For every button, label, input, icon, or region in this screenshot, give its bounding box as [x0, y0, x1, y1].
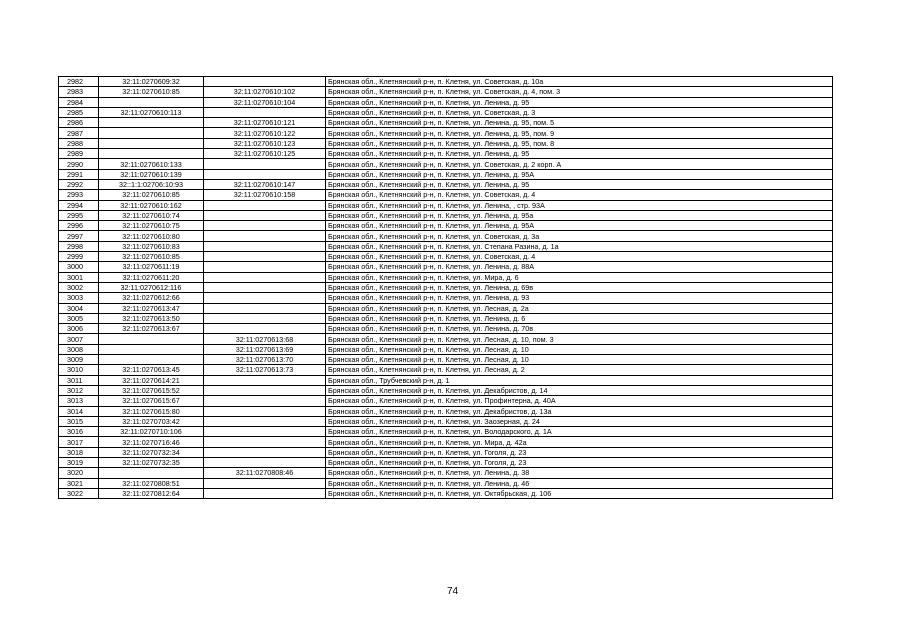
building-cadastral-number-cell: 32:11:0270610:122 — [204, 128, 326, 138]
address-cell: Брянская обл., Клетнянский р-н, п. Клетня, ул. Лесная, д. 10 — [326, 355, 833, 365]
table-row — [59, 416, 833, 426]
building-cadastral-number-cell — [204, 77, 326, 87]
address-cell: Брянская обл., Клетнянский р-н, п. Клетня, ул. Ленина, , стр. 93А — [326, 200, 833, 210]
row-number-cell: 2995 — [59, 210, 99, 220]
row-number-cell: 2982 — [59, 77, 99, 87]
row-number-cell: 3005 — [59, 313, 99, 323]
table-row — [59, 478, 833, 488]
building-cadastral-number-cell — [204, 159, 326, 169]
building-cadastral-number-cell — [204, 385, 326, 395]
address-cell: Брянская обл., Клетнянский р-н, п. Клетня, ул. Советская, д. 3 — [326, 107, 833, 117]
row-number-cell: 2985 — [59, 107, 99, 117]
table-row — [59, 447, 833, 457]
table-row — [59, 375, 833, 385]
cadastral-number-cell — [99, 334, 204, 344]
address-cell: Брянская обл., Клетнянский р-н, п. Клетня, ул. Лесная, д. 2 — [326, 365, 833, 375]
cadastral-number-cell — [99, 468, 204, 478]
table-row — [59, 231, 833, 241]
registry-table-body — [59, 77, 833, 499]
building-cadastral-number-cell — [204, 313, 326, 323]
address-cell: Брянская обл., Клетнянский р-н, п. Клетня, ул. Советская, д. 4 — [326, 252, 833, 262]
cadastral-number-cell — [99, 128, 204, 138]
building-cadastral-number-cell: 32:11:0270613:68 — [204, 334, 326, 344]
row-number-cell: 3001 — [59, 272, 99, 282]
address-cell: Брянская обл., Клетнянский р-н, п. Клетня, ул. Ленина, д. 38 — [326, 468, 833, 478]
table-row — [59, 221, 833, 231]
table-row — [59, 97, 833, 107]
building-cadastral-number-cell — [204, 252, 326, 262]
table-row — [59, 365, 833, 375]
address-cell: Брянская обл., Клетнянский р-н, п. Клетня, ул. Степана Разина, д. 1а — [326, 241, 833, 251]
address-cell: Брянская обл., Трубчевский р-н, д. 1 — [326, 375, 833, 385]
table-row — [59, 468, 833, 478]
row-number-cell: 2992 — [59, 179, 99, 189]
building-cadastral-number-cell — [204, 416, 326, 426]
building-cadastral-number-cell — [204, 272, 326, 282]
table-row — [59, 293, 833, 303]
table-row — [59, 241, 833, 251]
row-number-cell: 3017 — [59, 437, 99, 447]
row-number-cell: 2998 — [59, 241, 99, 251]
building-cadastral-number-cell — [204, 241, 326, 251]
row-number-cell: 3007 — [59, 334, 99, 344]
cadastral-number-cell: 32:11:0270610:139 — [99, 169, 204, 179]
table-row — [59, 128, 833, 138]
cadastral-number-cell: 32:11:0270732:35 — [99, 457, 204, 467]
row-number-cell: 2997 — [59, 231, 99, 241]
table-row — [59, 303, 833, 313]
address-cell: Брянская обл., Клетнянский р-н, п. Клетня, ул. Мира, д. 6 — [326, 272, 833, 282]
table-row — [59, 262, 833, 272]
table-row — [59, 107, 833, 117]
address-cell: Брянская обл., Клетнянский р-н, п. Клетня, ул. Ленина, д. 70в — [326, 324, 833, 334]
address-cell: Брянская обл., Клетнянский р-н, п. Клетня, ул. Ленина, д. 95а — [326, 210, 833, 220]
table-row — [59, 427, 833, 437]
cadastral-number-cell: 32:11:0270610:133 — [99, 159, 204, 169]
address-cell: Брянская обл., Клетнянский р-н, п. Клетня, ул. Ленина, д. 95А — [326, 169, 833, 179]
address-cell: Брянская обл., Клетнянский р-н, п. Клетня, ул. Ленина, д. 95 — [326, 97, 833, 107]
row-number-cell: 2999 — [59, 252, 99, 262]
address-cell: Брянская обл., Клетнянский р-н, п. Клетня, ул. Ленина, д. 69в — [326, 282, 833, 292]
page-number: 74 — [446, 586, 459, 597]
row-number-cell: 3016 — [59, 427, 99, 437]
address-cell: Брянская обл., Клетнянский р-н, п. Клетня, ул. Октябрьская, д. 106 — [326, 488, 833, 498]
row-number-cell: 2996 — [59, 221, 99, 231]
table-row — [59, 355, 833, 365]
cadastral-number-cell: 32:11:0270613:45 — [99, 365, 204, 375]
row-number-cell: 3011 — [59, 375, 99, 385]
address-cell: Брянская обл., Клетнянский р-н, п. Клетня, ул. Советская, д. 3а — [326, 231, 833, 241]
row-number-cell: 2988 — [59, 138, 99, 148]
address-cell: Брянская обл., Клетнянский р-н, п. Клетня, ул. Ленина, д. 95 — [326, 149, 833, 159]
row-number-cell: 2991 — [59, 169, 99, 179]
cadastral-number-cell — [99, 149, 204, 159]
address-cell: Брянская обл., Клетнянский р-н, п. Клетня, ул. Ленина, д. 88А — [326, 262, 833, 272]
building-cadastral-number-cell — [204, 488, 326, 498]
address-cell: Брянская обл., Клетнянский р-н, п. Клетня, ул. Советская, д. 4 — [326, 190, 833, 200]
table-row — [59, 272, 833, 282]
table-row — [59, 324, 833, 334]
building-cadastral-number-cell — [204, 478, 326, 488]
table-row — [59, 396, 833, 406]
building-cadastral-number-cell — [204, 427, 326, 437]
registry-table — [58, 76, 833, 499]
cadastral-number-cell: 32:11:0270611:20 — [99, 272, 204, 282]
table-row — [59, 77, 833, 87]
row-number-cell: 3013 — [59, 396, 99, 406]
cadastral-number-cell: 32:11:0270808:51 — [99, 478, 204, 488]
table-row — [59, 200, 833, 210]
table-row — [59, 457, 833, 467]
address-cell: Брянская обл., Клетнянский р-н, п. Клетня, ул. Ленина, д. 95, пом. 8 — [326, 138, 833, 148]
address-cell: Брянская обл., Клетнянский р-н, п. Клетня, ул. Гоголя, д. 23 — [326, 457, 833, 467]
address-cell: Брянская обл., Клетнянский р-н, п. Клетня, ул. Ленина, д. 95, пом. 9 — [326, 128, 833, 138]
row-number-cell: 3006 — [59, 324, 99, 334]
row-number-cell: 3009 — [59, 355, 99, 365]
building-cadastral-number-cell — [204, 282, 326, 292]
cadastral-number-cell: 32:11:0270610:75 — [99, 221, 204, 231]
address-cell: Брянская обл., Клетнянский р-н, п. Клетня, ул. Декабристов, д. 14 — [326, 385, 833, 395]
cadastral-number-cell: 32:11:0270610:85 — [99, 87, 204, 97]
cadastral-number-cell — [99, 138, 204, 148]
building-cadastral-number-cell: 32:11:0270613:73 — [204, 365, 326, 375]
building-cadastral-number-cell — [204, 324, 326, 334]
cadastral-number-cell: 32:11:0270609:32 — [99, 77, 204, 87]
cadastral-number-cell: 32::1:1:02706:10:93 — [99, 179, 204, 189]
table-row — [59, 488, 833, 498]
row-number-cell: 3022 — [59, 488, 99, 498]
row-number-cell: 2989 — [59, 149, 99, 159]
address-cell: Брянская обл., Клетнянский р-н, п. Клетня, ул. Ленина, д. 93 — [326, 293, 833, 303]
building-cadastral-number-cell — [204, 210, 326, 220]
row-number-cell: 3019 — [59, 457, 99, 467]
address-cell: Брянская обл., Клетнянский р-н, п. Клетня, ул. Заозерная, д. 24 — [326, 416, 833, 426]
building-cadastral-number-cell — [204, 457, 326, 467]
address-cell: Брянская обл., Клетнянский р-н, п. Клетня, ул. Ленина, д. 95А — [326, 221, 833, 231]
cadastral-number-cell: 32:11:0270610:113 — [99, 107, 204, 117]
cadastral-number-cell — [99, 355, 204, 365]
row-number-cell: 2993 — [59, 190, 99, 200]
row-number-cell: 2984 — [59, 97, 99, 107]
building-cadastral-number-cell: 32:11:0270610:104 — [204, 97, 326, 107]
address-cell: Брянская обл., Клетнянский р-н, п. Клетня, ул. Володарского, д. 1А — [326, 427, 833, 437]
table-row — [59, 179, 833, 189]
address-cell: Брянская обл., Клетнянский р-н, п. Клетня, ул. Лесная, д. 10 — [326, 344, 833, 354]
address-cell: Брянская обл., Клетнянский р-н, п. Клетня, ул. Советская, д. 2 корп. А — [326, 159, 833, 169]
building-cadastral-number-cell: 32:11:0270610:147 — [204, 179, 326, 189]
address-cell: Брянская обл., Клетнянский р-н, п. Клетня, ул. Ленина, д. 6 — [326, 313, 833, 323]
table-row — [59, 87, 833, 97]
address-cell: Брянская обл., Клетнянский р-н, п. Клетня, ул. Профинтерна, д. 40А — [326, 396, 833, 406]
table-row — [59, 149, 833, 159]
building-cadastral-number-cell — [204, 375, 326, 385]
building-cadastral-number-cell: 32:11:0270808:46 — [204, 468, 326, 478]
building-cadastral-number-cell — [204, 396, 326, 406]
building-cadastral-number-cell — [204, 447, 326, 457]
building-cadastral-number-cell — [204, 231, 326, 241]
table-row — [59, 385, 833, 395]
cadastral-number-cell — [99, 118, 204, 128]
address-cell: Брянская обл., Клетнянский р-н, п. Клетня, ул. Советская, д. 10а — [326, 77, 833, 87]
address-cell: Брянская обл., Клетнянский р-н, п. Клетня, ул. Мира, д. 42а — [326, 437, 833, 447]
table-row — [59, 138, 833, 148]
table-row — [59, 406, 833, 416]
cadastral-number-cell: 32:11:0270613:47 — [99, 303, 204, 313]
cadastral-number-cell: 32:11:0270611:19 — [99, 262, 204, 272]
address-cell: Брянская обл., Клетнянский р-н, п. Клетня, ул. Лесная, д. 2а — [326, 303, 833, 313]
cadastral-number-cell: 32:11:0270613:67 — [99, 324, 204, 334]
row-number-cell: 3008 — [59, 344, 99, 354]
row-number-cell: 2983 — [59, 87, 99, 97]
cadastral-number-cell: 32:11:0270610:85 — [99, 190, 204, 200]
table-row — [59, 282, 833, 292]
cadastral-number-cell: 32:11:0270615:67 — [99, 396, 204, 406]
address-cell: Брянская обл., Клетнянский р-н, п. Клетня, ул. Ленина, д. 95 — [326, 179, 833, 189]
table-row — [59, 118, 833, 128]
row-number-cell: 3010 — [59, 365, 99, 375]
cadastral-number-cell: 32:11:0270613:50 — [99, 313, 204, 323]
cadastral-number-cell: 32:11:0270610:85 — [99, 252, 204, 262]
row-number-cell: 2986 — [59, 118, 99, 128]
row-number-cell: 3004 — [59, 303, 99, 313]
row-number-cell: 3003 — [59, 293, 99, 303]
building-cadastral-number-cell — [204, 107, 326, 117]
table-row — [59, 210, 833, 220]
building-cadastral-number-cell — [204, 437, 326, 447]
address-cell: Брянская обл., Клетнянский р-н, п. Клетня, ул. Декабристов, д. 13а — [326, 406, 833, 416]
table-row — [59, 159, 833, 169]
row-number-cell: 3002 — [59, 282, 99, 292]
building-cadastral-number-cell — [204, 262, 326, 272]
row-number-cell: 3020 — [59, 468, 99, 478]
table-row — [59, 252, 833, 262]
cadastral-number-cell: 32:11:0270610:162 — [99, 200, 204, 210]
address-cell: Брянская обл., Клетнянский р-н, п. Клетня, ул. Гоголя, д. 23 — [326, 447, 833, 457]
cadastral-number-cell — [99, 97, 204, 107]
row-number-cell: 3021 — [59, 478, 99, 488]
row-number-cell: 3015 — [59, 416, 99, 426]
building-cadastral-number-cell: 32:11:0270610:123 — [204, 138, 326, 148]
cadastral-number-cell: 32:11:0270710:106 — [99, 427, 204, 437]
building-cadastral-number-cell: 32:11:0270610:125 — [204, 149, 326, 159]
row-number-cell: 3000 — [59, 262, 99, 272]
cadastral-number-cell: 32:11:0270716:46 — [99, 437, 204, 447]
table-row — [59, 437, 833, 447]
table-row — [59, 344, 833, 354]
cadastral-number-cell: 32:11:0270610:83 — [99, 241, 204, 251]
cadastral-number-cell: 32:11:0270614:21 — [99, 375, 204, 385]
building-cadastral-number-cell: 32:11:0270610:158 — [204, 190, 326, 200]
building-cadastral-number-cell — [204, 169, 326, 179]
row-number-cell: 3012 — [59, 385, 99, 395]
table-row — [59, 313, 833, 323]
cadastral-number-cell: 32:11:0270703:42 — [99, 416, 204, 426]
address-cell: Брянская обл., Клетнянский р-н, п. Клетня, ул. Ленина, д. 95, пом. 5 — [326, 118, 833, 128]
building-cadastral-number-cell — [204, 293, 326, 303]
cadastral-number-cell: 32:11:0270732:34 — [99, 447, 204, 457]
building-cadastral-number-cell: 32:11:0270613:70 — [204, 355, 326, 365]
cadastral-number-cell: 32:11:0270615:52 — [99, 385, 204, 395]
row-number-cell: 2990 — [59, 159, 99, 169]
cadastral-number-cell: 32:11:0270615:80 — [99, 406, 204, 416]
row-number-cell: 3014 — [59, 406, 99, 416]
cadastral-number-cell: 32:11:0270612:66 — [99, 293, 204, 303]
address-cell: Брянская обл., Клетнянский р-н, п. Клетня, ул. Лесная, д. 10, пом. 3 — [326, 334, 833, 344]
building-cadastral-number-cell: 32:11:0270610:102 — [204, 87, 326, 97]
cadastral-number-cell — [99, 344, 204, 354]
cadastral-number-cell: 32:11:0270610:80 — [99, 231, 204, 241]
cadastral-number-cell: 32:11:0270812:64 — [99, 488, 204, 498]
row-number-cell: 2987 — [59, 128, 99, 138]
building-cadastral-number-cell — [204, 200, 326, 210]
building-cadastral-number-cell — [204, 406, 326, 416]
cadastral-number-cell: 32:11:0270610:74 — [99, 210, 204, 220]
table-row — [59, 190, 833, 200]
building-cadastral-number-cell: 32:11:0270613:69 — [204, 344, 326, 354]
cadastral-number-cell: 32:11:0270612:116 — [99, 282, 204, 292]
building-cadastral-number-cell — [204, 221, 326, 231]
address-cell: Брянская обл., Клетнянский р-н, п. Клетня, ул. Ленина, д. 46 — [326, 478, 833, 488]
address-cell: Брянская обл., Клетнянский р-н, п. Клетня, ул. Советская, д. 4, пом. 3 — [326, 87, 833, 97]
building-cadastral-number-cell — [204, 303, 326, 313]
building-cadastral-number-cell: 32:11:0270610:121 — [204, 118, 326, 128]
row-number-cell: 2994 — [59, 200, 99, 210]
table-row — [59, 334, 833, 344]
table-row — [59, 169, 833, 179]
row-number-cell: 3018 — [59, 447, 99, 457]
